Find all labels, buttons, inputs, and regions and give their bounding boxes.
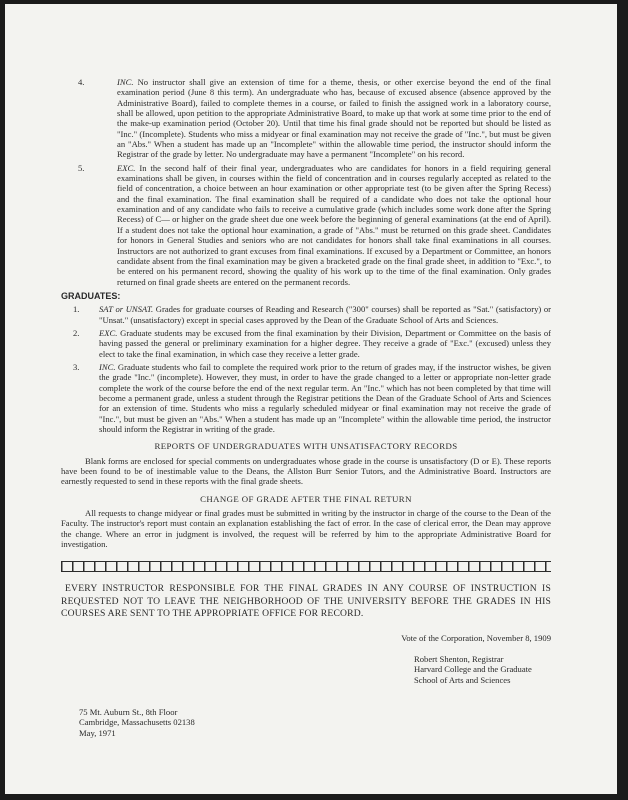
address-block bbox=[79, 707, 195, 738]
item-text: In the second half of their final year, undergraduates who are candidates for honors in a field requiring general examinations shall be given, in courses within the field of concentration and in courses regularly accepted as related to the field of concentration, a choice between an hour examination or other appropriate test (to be given after the Spring Recess) and the final examination. The final examination shall be required of a candidate who does not take the optional hour examination and of any candidate who fails to receive a cumulative grade (which includes some work done after the Spring Recess) of C— or higher on the grade sheet due one week before the beginning of general examinations (at the end of April). If a student does not take the optional hour examination, a grade of "Abs." must be returned on this grade sheet. Candidates for honors in General Studies and seniors who are not candidates for honors shall take final examinations in all courses. Instructors are not authorized to grant excuses from final examinations. If excused by a Department or Committee, an honors candidate absent from the final examination may be given a bracketed grade on the final grade sheet, in addition to "Exc.", to be entered on his permanent record, showing the quality of his work up to the time of the final examination. Only grades returned on final grade sheets are entered on the permanent records. bbox=[117, 162, 551, 287]
signature-block bbox=[414, 654, 551, 685]
document-body bbox=[61, 77, 551, 685]
item-lead: INC. bbox=[117, 77, 134, 87]
rule-item bbox=[61, 163, 551, 287]
corporation-vote: Vote of the Corporation, November 8, 1909 bbox=[401, 632, 551, 643]
item-lead: EXC. bbox=[117, 162, 136, 173]
address-line: 75 Mt. Auburn St., 8th Floor bbox=[79, 707, 178, 717]
item-text: Graduate students may be excused from the final examination by their Division, Department or Committee on the basis of having passed the general or preliminary examination for a higher degree. They receive a grade of "Exc." (excused) unless they elect to take the final examination, in which case they receive a letter grade. bbox=[99, 327, 551, 359]
document-page bbox=[5, 4, 617, 794]
signature-line: Robert Shenton, Registrar bbox=[414, 654, 504, 665]
item-number: 1. bbox=[73, 304, 80, 315]
address-line: Cambridge, Massachusetts 02138 bbox=[79, 717, 195, 728]
signature-line: Harvard College and the Graduate bbox=[414, 664, 532, 675]
notice-paragraph: EVERY INSTRUCTOR RESPONSIBLE FOR THE FINAL GRADES IN ANY COURSE OF INSTRUCTION IS REQUESTED NOT TO LEAVE THE NEIGHBORHOOD OF THE UNIVERSITY BEFORE THE GRADES IN HIS COURSES ARE SENT TO THE APPROPRIATE OFFICE FOR RECORD. bbox=[61, 583, 551, 620]
change-heading: CHANGE OF GRADE AFTER THE FINAL RETURN bbox=[200, 493, 412, 504]
item-text: No instructor shall give an extension of time for a theme, thesis, or other exercise beyond the end of the final examination period (June 8 this term). An undergraduate who has, because of excused absence (absence approved by the Administrative Board), failed to complete themes in a course, or failed to finish the assigned work in a laboratory course, shall be allowed, upon petition to the appropriate Administrative Board, to make up that work at some time prior to the end of the make-up examination period (October 20). Until that time his final grade should not be reported but should be listed as "Inc." (Incomplete). Students who miss a midyear or final examination may not receive the grade of "Inc.", but must be given an "Abs." When a student has made up an "Incomplete" within the allowable time period, the instructor should inform the Registrar of the grade by letter. No undergraduate may have a permanent "Incomplete" on his record. bbox=[117, 77, 551, 160]
rule-item bbox=[61, 362, 551, 434]
rule-item bbox=[61, 77, 551, 160]
item-number: 4. bbox=[78, 77, 85, 87]
graduates-heading: GRADUATES: bbox=[61, 290, 121, 301]
item-number: 5. bbox=[78, 162, 85, 173]
address-line: May, 1971 bbox=[79, 727, 116, 738]
item-lead: SAT or UNSAT. bbox=[99, 304, 154, 315]
signature-line: School of Arts and Sciences bbox=[414, 674, 511, 685]
rule-item bbox=[61, 304, 551, 325]
reports-heading: REPORTS OF UNDERGRADUATES WITH UNSATISFACTORY RECORDS bbox=[154, 441, 458, 452]
item-lead: EXC. bbox=[99, 327, 118, 338]
item-number: 3. bbox=[73, 361, 80, 372]
greek-key-divider bbox=[61, 561, 551, 572]
reports-paragraph: Blank forms are enclosed for special comments on undergraduates whose grade in the course is unsatisfactory (D or E). These reports have been found to be of inestimable value to the Deans, the Allston Burr Senior Tutors, and the Administrative Board. Instructors are earnestly requested to send in these reports with the final grade sheets. bbox=[61, 455, 551, 487]
item-lead: INC. bbox=[99, 361, 116, 372]
rule-item bbox=[61, 328, 551, 359]
item-text: Graduate students who fail to complete the required work prior to the return of grades may, if the instructor wishes, be given the grade "Inc." (incomplete). However, they must, in order to have the grade changed to a letter or appropriate non-letter grade complete the work of the course before the end of the next regular term. An "Inc." which has not been completed by that time will become a permanent grade, unless a student through the Registrar petitions the Dean of the Graduate School of Arts and Sciences for an extension of time. Students who miss a regularly scheduled midyear or final examination may not receive the grade of "Inc.", but must be given an "Abs." When a student has made up an "Incomplete" within the allowable time period, the instructor should inform the Registrar in writing of the grade. bbox=[99, 361, 551, 434]
item-number: 2. bbox=[73, 327, 80, 338]
item-text: Grades for graduate courses of Reading and Research ("300" courses) shall be reported as "Sat." (satisfactory) or "Unsat." (unsatisfactory) except in special cases approved by the Dean of the Graduate School of Arts and Sciences. bbox=[99, 304, 551, 325]
change-paragraph: All requests to change midyear or final grades must be submitted in writing by the instructor in charge of the course to the Dean of the Faculty. The instructor's report must contain an explanation establishing the fact of error. In the case of clerical error, the Dean may approve the change. Where an error in judgment is involved, the request will be referred by him to the appropriate Administrative Board for investigation. bbox=[61, 508, 551, 550]
